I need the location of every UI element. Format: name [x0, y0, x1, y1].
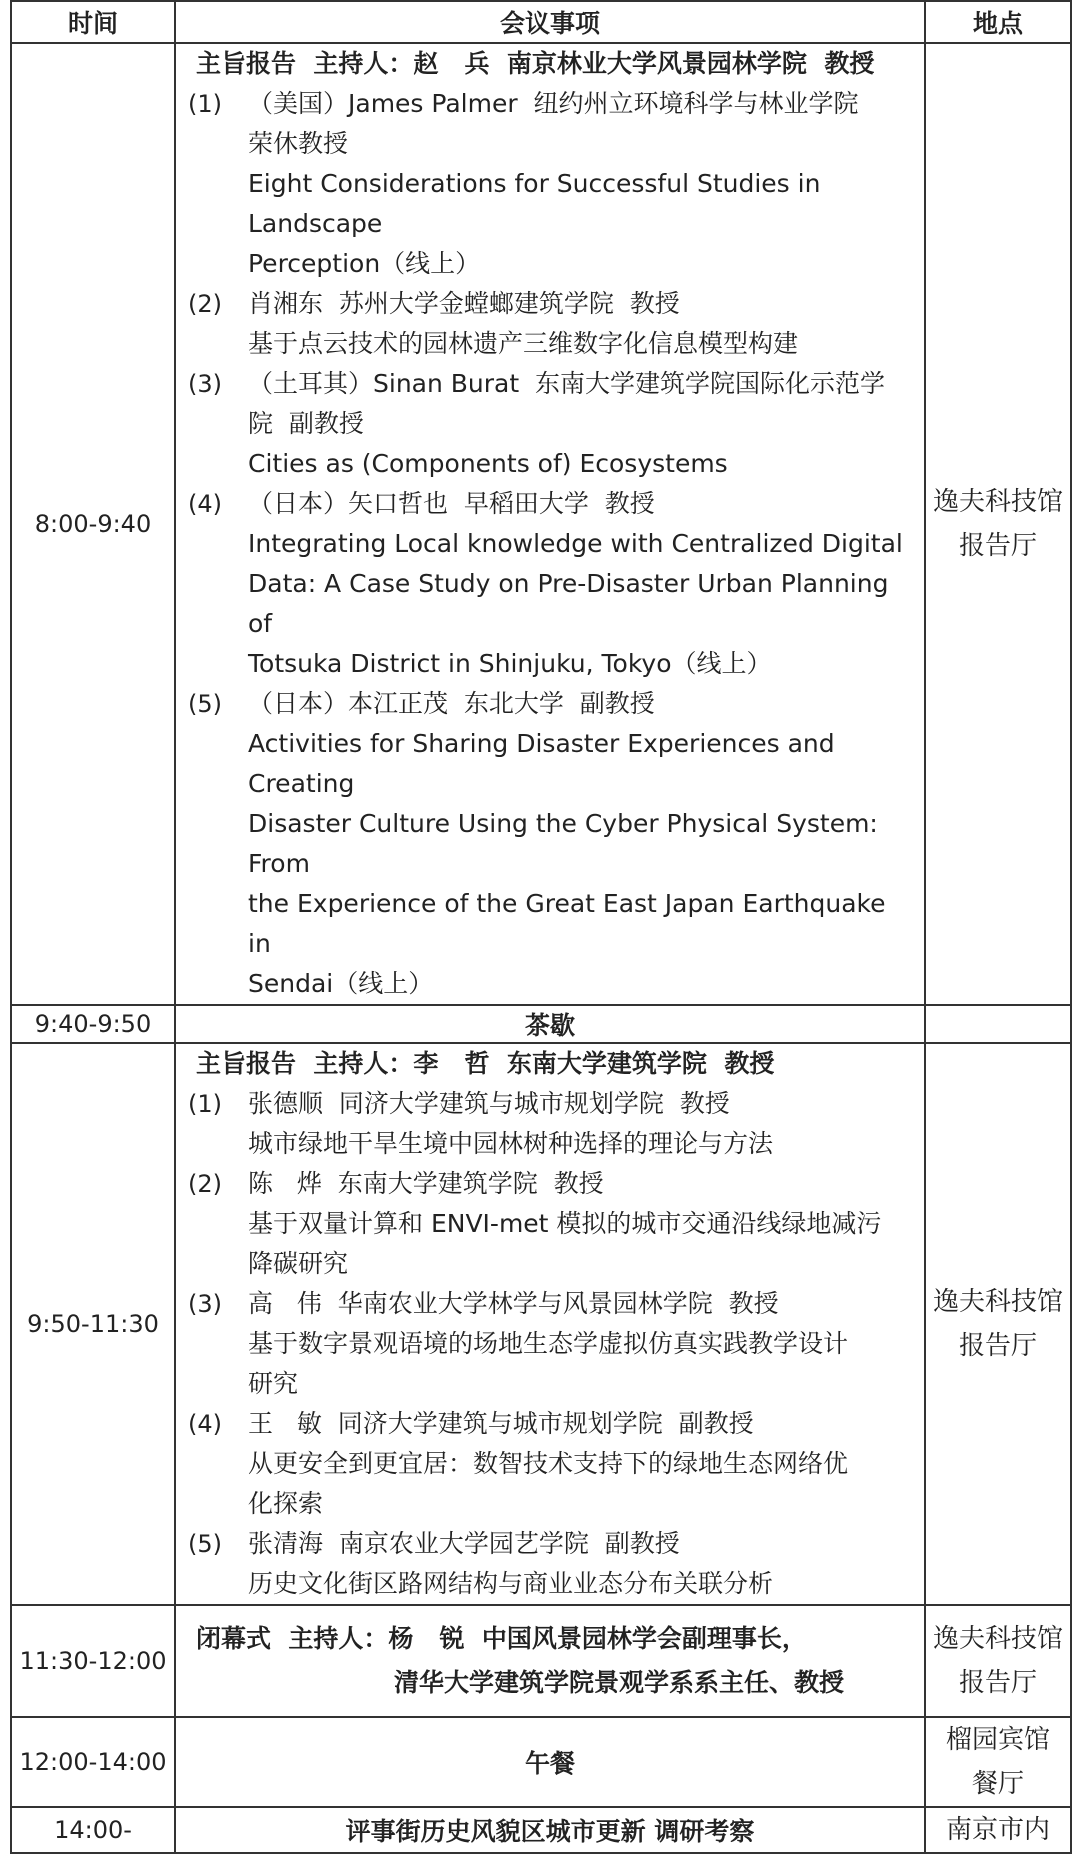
time-cell: 14:00-: [11, 1807, 175, 1853]
place-line: 报告厅: [958, 1668, 1037, 1698]
place-line: 南京市内: [945, 1815, 1050, 1845]
talk-item: [176, 684, 924, 1004]
schedule-row: [11, 1717, 1071, 1807]
talk-line: 肖湘东 苏州大学金螳螂建筑学院 教授: [248, 289, 680, 318]
talk-line: the Experience of the Great East Japan Earthquake in: [248, 889, 894, 958]
talk-line: Perception（线上）: [248, 249, 481, 278]
talk-line: 基于点云技术的园林遗产三维数字化信息模型构建: [248, 329, 799, 358]
agenda-cell: [175, 1043, 925, 1605]
schedule-row: [11, 1605, 1071, 1717]
talk-line: （日本）矢口哲也 早稻田大学 教授: [248, 489, 655, 518]
place-line: 逸夫科技馆: [932, 1624, 1063, 1654]
time-cell: 11:30-12:00: [11, 1605, 175, 1717]
closing-line: 闭幕式 主持人：杨 锐 中国风景园林学会副理事长，: [196, 1624, 807, 1653]
talk-number: (3): [188, 1290, 222, 1318]
talk-number: (5): [188, 690, 222, 718]
talk-line: （日本）本江正茂 东北大学 副教授: [248, 689, 655, 718]
place-cell: [925, 1005, 1071, 1043]
place-line: 报告厅: [958, 1331, 1037, 1361]
talk-line: Cities as (Components of) Ecosystems: [248, 449, 728, 478]
header-row: [11, 1, 1071, 43]
talk-body: [248, 1084, 924, 1164]
schedule-row: [11, 43, 1071, 1005]
place-cell: [925, 1605, 1071, 1717]
talk-number: (4): [188, 490, 222, 518]
talk-body: [248, 1164, 924, 1284]
talk-item: [176, 1084, 924, 1164]
place-cell: [925, 1717, 1071, 1807]
talk-line: 历史文化街区路网结构与商业业态分布关联分析: [248, 1569, 774, 1598]
talk-line: Eight Considerations for Successful Studies in Landscape: [248, 169, 829, 238]
agenda-cell: 午餐: [175, 1717, 925, 1807]
talk-item: [176, 1164, 924, 1284]
talk-item: [176, 1524, 924, 1604]
header-time: 时间: [11, 1, 175, 43]
talk-line: 张清海 南京农业大学园艺学院 副教授: [248, 1529, 680, 1558]
place-line: 逸夫科技馆: [932, 1287, 1063, 1317]
header-place: 地点: [925, 1, 1071, 43]
talk-body: [248, 484, 924, 684]
place-cell: [925, 43, 1071, 1005]
talk-line: 基于数字景观语境的场地生态学虚拟仿真实践教学设计: [248, 1329, 849, 1358]
talk-line: 陈 烨 东南大学建筑学院 教授: [248, 1169, 604, 1198]
closing-line: 清华大学建筑学院景观学系系主任、教授: [394, 1668, 845, 1697]
talk-line: Sendai（线上）: [248, 969, 434, 998]
talk-number: (1): [188, 90, 222, 118]
talk-line: 张德顺 同济大学建筑与城市规划学院 教授: [248, 1089, 730, 1118]
schedule-row: [11, 1005, 1071, 1043]
header-agenda: 会议事项: [175, 1, 925, 43]
talk-item: [176, 1284, 924, 1404]
talk-line: 高 伟 华南农业大学林学与风景园林学院 教授: [248, 1289, 779, 1318]
talk-number: (2): [188, 1170, 222, 1198]
schedule-row: [11, 1807, 1071, 1853]
talk-line: （美国）James Palmer 纽约州立环境科学与林业学院: [248, 89, 859, 118]
place-cell: [925, 1043, 1071, 1605]
talk-body: [248, 84, 924, 284]
talk-line: 从更安全到更宜居：数智技术支持下的绿地生态网络优: [248, 1449, 849, 1478]
place-line: 餐厅: [971, 1769, 1024, 1799]
talk-line: Integrating Local knowledge with Centralized Digital: [248, 529, 903, 558]
place-line: 榴园宾馆: [945, 1725, 1050, 1755]
session-heading: 主旨报告 主持人：赵 兵 南京林业大学风景园林学院 教授: [196, 49, 875, 78]
talk-number: (2): [188, 290, 222, 318]
talk-item: [176, 84, 924, 284]
agenda-cell: [175, 1605, 925, 1717]
place-line: 报告厅: [958, 531, 1037, 561]
talk-item: [176, 1404, 924, 1524]
talk-line: 院 副教授: [248, 409, 364, 438]
time-cell: 9:50-11:30: [11, 1043, 175, 1605]
talk-line: 研究: [248, 1369, 299, 1398]
talk-line: 化探索: [248, 1489, 324, 1518]
talk-number: (1): [188, 1090, 222, 1118]
place-line: 逸夫科技馆: [932, 487, 1063, 517]
talk-line: 基于双量计算和 ENVI-met 模拟的城市交通沿线绿地减污: [248, 1209, 882, 1238]
talk-body: [248, 364, 924, 484]
talk-line: 降碳研究: [248, 1249, 349, 1278]
talk-number: (3): [188, 370, 222, 398]
agenda-cell: 茶歇: [175, 1005, 925, 1043]
talk-body: [248, 1284, 924, 1404]
talk-body: [248, 1404, 924, 1524]
talk-line: 王 敏 同济大学建筑与城市规划学院 副教授: [248, 1409, 754, 1438]
schedule-row: [11, 1043, 1071, 1605]
talk-line: Disaster Culture Using the Cyber Physical System: From: [248, 809, 886, 878]
time-cell: 12:00-14:00: [11, 1717, 175, 1807]
place-cell: [925, 1807, 1071, 1853]
talk-body: [248, 1524, 924, 1604]
talk-line: Totsuka District in Shinjuku, Tokyo（线上）: [248, 649, 772, 678]
talk-item: [176, 284, 924, 364]
talk-number: (5): [188, 1530, 222, 1558]
talk-line: （土耳其）Sinan Burat 东南大学建筑学院国际化示范学: [248, 369, 886, 398]
agenda-cell: [175, 43, 925, 1005]
talk-body: [248, 284, 924, 364]
time-cell: 8:00-9:40: [11, 43, 175, 1005]
closing-block: [176, 1607, 924, 1715]
agenda-cell: 评事街历史风貌区城市更新 调研考察: [175, 1807, 925, 1853]
talk-number: (4): [188, 1410, 222, 1438]
talk-item: [176, 364, 924, 484]
talk-body: [248, 684, 924, 1004]
session-heading: 主旨报告 主持人：李 哲 东南大学建筑学院 教授: [196, 1049, 775, 1078]
talk-line: Activities for Sharing Disaster Experiences and Creating: [248, 729, 843, 798]
time-cell: 9:40-9:50: [11, 1005, 175, 1043]
talk-line: 城市绿地干旱生境中园林树种选择的理论与方法: [248, 1129, 774, 1158]
schedule-table: [10, 0, 1072, 1854]
talk-line: 荣休教授: [248, 129, 349, 158]
talk-item: [176, 484, 924, 684]
talk-line: Data: A Case Study on Pre-Disaster Urban Planning of: [248, 569, 897, 638]
